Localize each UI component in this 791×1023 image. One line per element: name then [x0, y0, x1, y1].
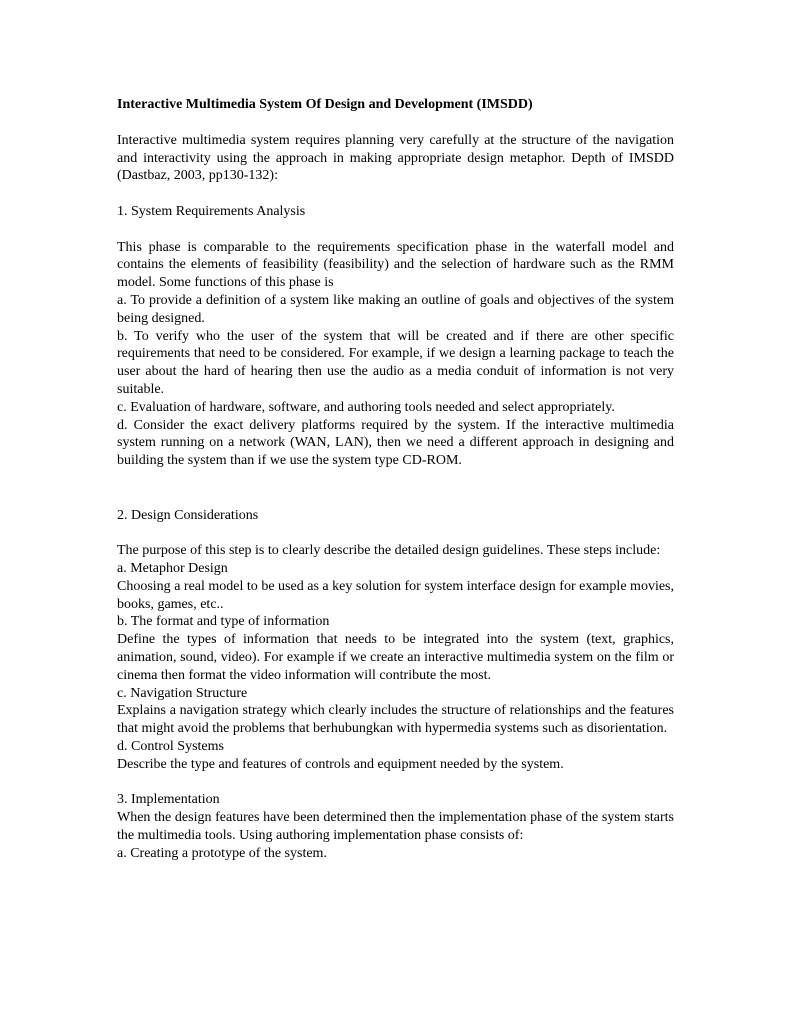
section-2-item-b-text: Define the types of information that needs to be integrated into the system (text, graphics, animation, sound, video). For example if we create an interactive multimedia system on the film or cinema then format the video information will contribute the most.	[117, 632, 674, 683]
section-2-item-c-label: c. Navigation Structure	[117, 685, 248, 701]
section-2-item-d-label: d. Control Systems	[117, 738, 224, 754]
document-page	[117, 96, 674, 862]
document-title: Interactive Multimedia System Of Design and Development (IMSDD)	[117, 97, 533, 112]
section-3-paragraph: When the design features have been determined then the implementation phase of the system starts the multimedia tools. Using authoring implementation phase consists of:	[117, 810, 674, 843]
section-2-heading: 2. Design Considerations	[117, 507, 259, 523]
section-2-item-c-text: Explains a navigation strategy which clearly includes the structure of relationships and the features that might avoid the problems that berhubungkan with hypermedia systems such as disorientation.	[117, 703, 674, 737]
section-1-item-c: c. Evaluation of hardware, software, and authoring tools needed and select appropriately.	[117, 399, 615, 415]
section-2-item-d-text: Describe the type and features of controls and equipment needed by the system.	[117, 756, 564, 772]
section-2-paragraph: The purpose of this step is to clearly describe the detailed design guidelines. These steps include:	[117, 543, 661, 559]
section-1-paragraph: This phase is comparable to the requirements specification phase in the waterfall model and contains the elements of feasibility (feasibility) and the selection of hardware such as the RMM model. Some functions of this phase is	[117, 239, 674, 291]
section-1-item-a: a. To provide a definition of a system like making an outline of goals and objectives of the system being designed.	[117, 292, 674, 326]
section-2-item-a-text: Choosing a real model to be used as a key solution for system interface design for example movies, books, games, etc..	[117, 578, 674, 612]
section-1-heading: 1. System Requirements Analysis	[117, 203, 306, 219]
section-1-item-d: d. Consider the exact delivery platforms required by the system. If the interactive multimedia system running on a network (WAN, LAN), then we need a different approach in designing and building the system than if we use the system type CD-ROM.	[117, 417, 674, 469]
section-2-item-a-label: a. Metaphor Design	[117, 560, 228, 576]
section-2-item-b-label: b. The format and type of information	[117, 614, 330, 630]
intro-paragraph: Interactive multimedia system requires planning very carefully at the structure of the navigation and interactivity using the approach in making appropriate design metaphor. Depth of IMSDD (Dastbaz, 2003, pp130-132):	[117, 132, 674, 184]
section-3-item-a: a. Creating a prototype of the system.	[117, 845, 327, 861]
section-3-heading: 3. Implementation	[117, 792, 220, 808]
section-1-item-b: b. To verify who the user of the system that will be created and if there are other specific requirements that need to be considered. For example, if we design a learning package to teach the user about the hard of hearing then use the audio as a media conduit of information is not very suitable.	[117, 328, 674, 397]
